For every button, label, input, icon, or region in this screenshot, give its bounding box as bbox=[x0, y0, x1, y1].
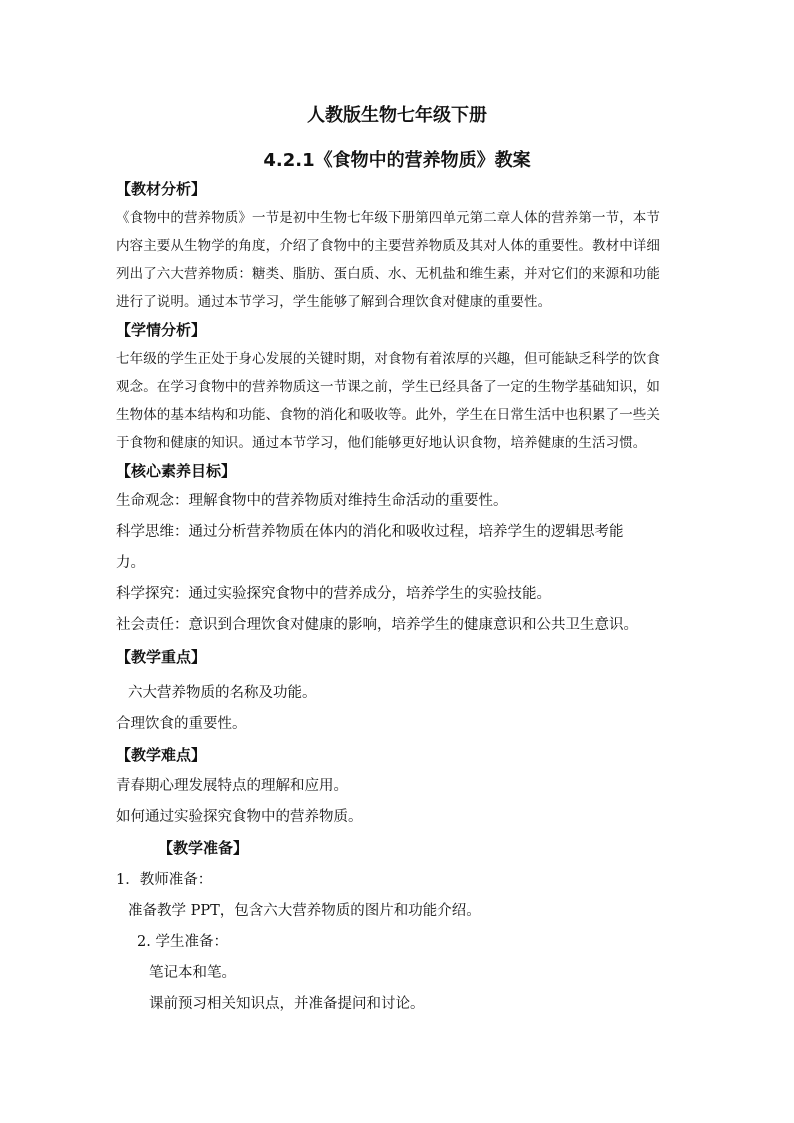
textbook-analysis-line: 进行了说明。通过本节学习，学生能够了解到合理饮食对健康的重要性。 bbox=[116, 294, 552, 310]
section-heading-textbook-analysis: 【教材分析】 bbox=[116, 180, 207, 198]
difficulty-line: 如何通过实验探究食物中的营养物质。 bbox=[116, 809, 363, 825]
core-goal-line: 力。 bbox=[116, 555, 145, 571]
core-goal-line: 生命观念：理解食物中的营养物质对维持生命活动的重要性。 bbox=[116, 493, 508, 509]
student-analysis-line: 生物体的基本结构和功能、食物的消化和吸收等。此外，学生在日常生活中也积累了一些关 bbox=[116, 407, 660, 423]
section-heading-key-points: 【教学重点】 bbox=[116, 648, 207, 666]
preparation-item: 准备教学 PPT，包含六大营养物质的图片和功能介绍。 bbox=[128, 903, 481, 919]
textbook-analysis-line: 列出了六大营养物质：糖类、脂肪、蛋白质、水、无机盐和维生素，并对它们的来源和功能 bbox=[116, 266, 660, 282]
core-goal-line: 社会责任：意识到合理饮食对健康的影响，培养学生的健康意识和公共卫生意识。 bbox=[116, 617, 638, 633]
student-analysis-line: 七年级的学生正处于身心发展的关键时期，对食物有着浓厚的兴趣，但可能缺乏科学的饮食 bbox=[116, 351, 660, 367]
key-point-line: 六大营养物质的名称及功能。 bbox=[128, 685, 317, 701]
student-analysis-line: 于食物和健康的知识。通过本节学习，他们能够更好地认识食物，培养健康的生活习惯。 bbox=[116, 435, 647, 451]
preparation-item: 1．教师准备： bbox=[116, 872, 213, 888]
textbook-analysis-line: 内容主要从生物学的角度，介绍了食物中的主要营养物质及其对人体的重要性。教材中详细 bbox=[116, 238, 660, 254]
difficulty-line: 青春期心理发展特点的理解和应用。 bbox=[116, 778, 348, 794]
section-heading-difficulties: 【教学难点】 bbox=[116, 746, 207, 764]
section-heading-student-analysis: 【学情分析】 bbox=[116, 321, 207, 339]
student-analysis-line: 观念。在学习食物中的营养物质这一节课之前，学生已经具备了一定的生物学基础知识，如 bbox=[116, 379, 660, 395]
core-goal-line: 科学探究：通过实验探究食物中的营养成分，培养学生的实验技能。 bbox=[116, 586, 551, 602]
section-heading-preparation: 【教学准备】 bbox=[158, 839, 249, 857]
preparation-item: 笔记本和笔。 bbox=[149, 965, 236, 981]
preparation-item: 2. 学生准备： bbox=[137, 934, 228, 950]
section-heading-core-goals: 【核心素养目标】 bbox=[116, 462, 237, 480]
key-point-line: 合理饮食的重要性。 bbox=[116, 716, 247, 732]
core-goal-line: 科学思维：通过分析营养物质在体内的消化和吸收过程，培养学生的逻辑思考能 bbox=[116, 524, 624, 540]
document-title: 人教版生物七年级下册 bbox=[307, 105, 487, 126]
preparation-item: 课前预习相关知识点，并准备提问和讨论。 bbox=[149, 996, 425, 1012]
textbook-analysis-line: 《食物中的营养物质》一节是初中生物七年级下册第四单元第二章人体的营养第一节，本节 bbox=[116, 210, 660, 226]
document-subtitle: 4.2.1《食物中的营养物质》教案 bbox=[263, 150, 531, 171]
